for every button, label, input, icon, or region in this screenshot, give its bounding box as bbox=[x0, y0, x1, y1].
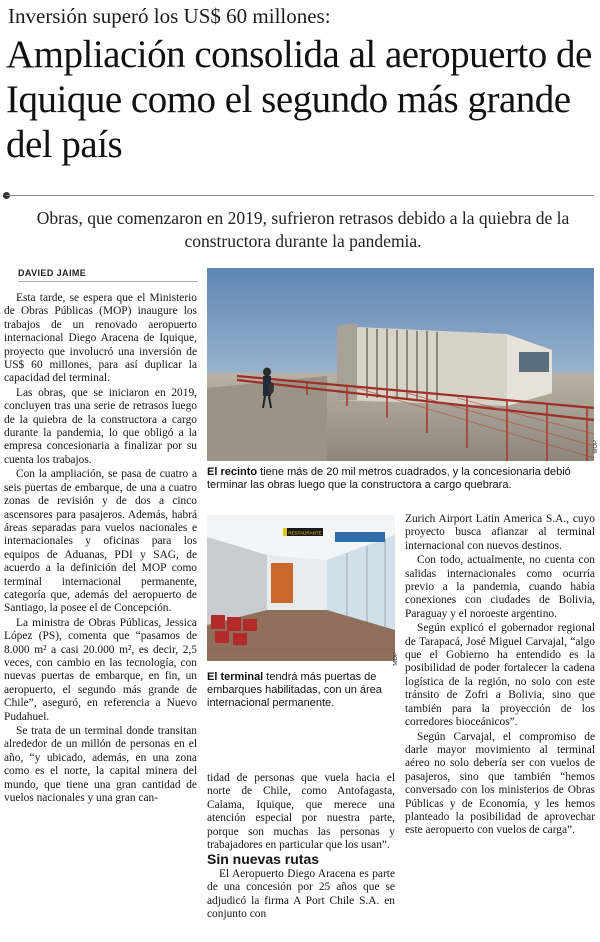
photo-caption-2 bbox=[207, 671, 395, 710]
airport-exterior-photo bbox=[207, 268, 594, 461]
photo-credit: MOP bbox=[593, 440, 599, 454]
paragraph: Esta tarde, se espera que el Ministerio de Obras Públicas (MOP) inaugure los trabajos de un renovado aeropuerto internacional Diego Aracena de Iquique, proyecto que involucró una inversión de US$ 60 millones, para así duplicar la capacidad del terminal. bbox=[4, 292, 197, 385]
airport-exterior-illustration bbox=[207, 268, 594, 461]
headline: Ampliación consolida al aeropuerto de Iquique como el segundo más grande del país bbox=[6, 33, 592, 166]
photo-credit-2: MOP bbox=[393, 652, 399, 666]
paragraph: tidad de personas que vuela hacia el norte de Chile, como Antofagasta, Calama, Iquique, que merece una atención especial por nuestra parte, porque son muchas las personas y trabajadores en particular que los usan”. bbox=[207, 772, 395, 852]
article-column-3 bbox=[405, 513, 595, 839]
byline: DAVIED JAIME bbox=[18, 268, 87, 278]
paragraph: Las obras, que se iniciaron en 2019, concluyen tras una serie de retrasos luego de la quiebra de la constructora a cargo durante la pandemia, lo que obligó a la empresa concesionaria a finalizar por su cuenta los trabajos. bbox=[4, 386, 197, 466]
paragraph: Según Carvajal, el compromiso de darle mayor movimiento al terminal aéreo no solo debería ser con vuelos de pasajeros, sino que también “hemos conversado con los ministerios de Obras Públicas y de Economía, y les hemos planteado la posibilidad de aprovechar este aeropuerto con vuelos de carga”. bbox=[405, 730, 595, 837]
byline-divider bbox=[18, 281, 198, 282]
paragraph: Se trata de un terminal donde transitan alrededor de un millón de personas en el año, “y ubicado, además, en una zona como es el norte, la capital minera del mundo, que tiene una gran cantidad de vuelos nacionales y una gran can- bbox=[4, 725, 197, 805]
kicker: Inversión superó los US$ 60 millones: bbox=[8, 4, 331, 28]
paragraph: Con todo, actualmente, no cuenta con salidas internacionales como ocurría previo a la pandemia, cuando había conexiones con ciudades de Bolivia, Paraguay y el noroeste argentino. bbox=[405, 554, 595, 620]
article-column-2 bbox=[207, 772, 395, 922]
caption-lead: El recinto bbox=[207, 466, 258, 478]
terminal-interior-illustration bbox=[207, 515, 395, 661]
terminal-interior-photo bbox=[207, 515, 395, 661]
paragraph: La ministra de Obras Públicas, Jessica López (PS), comenta que “pasamos de 8.000 m² a casi 20.000 m², es decir, 2,5 veces, con cambio en las tecnología, con nuevas puertas de embarque, en fin, un aeropuerto, el segundo más grande de Chile”, aseguró, en referencia a Nuevo Pudahuel. bbox=[4, 616, 197, 723]
caption-lead-2: El terminal bbox=[207, 671, 264, 683]
divider bbox=[6, 195, 594, 196]
article-column-1 bbox=[4, 292, 197, 806]
photo-caption bbox=[207, 466, 592, 492]
paragraph: El Aeropuerto Diego Aracena es parte de una concesión por 25 años que se adjudicó la firma A Port Chile S.A. en conjunto con bbox=[207, 867, 395, 921]
section-title: Sin nuevas rutas bbox=[207, 851, 320, 868]
subhead: Obras, que comenzaron en 2019, sufrieron retrasos debido a la quiebra de la constructora durante la pandemia. bbox=[36, 208, 570, 251]
paragraph: Con la ampliación, se pasa de cuatro a seis puertas de embarque, de una a cuatro zonas de revisión y de dos a cinco ascensores para pasajeros. Además, habrá áreas separadas para vuelos nacionales e internacionales y oficinas para los equipos de Aduanas, PDI y SAG, de acuerdo a la definición del MOP como terminal internacional permanente, categoría que, además del aeropuerto de Santiago, la posee el de Concepción. bbox=[4, 468, 197, 615]
paragraph: Según explicó el gobernador regional de Tarapacá, José Miguel Carvajal, “algo que el Gobierno ha entendido es la posibilidad de poder fortalecer la cadena logística de la región, no solo con este tránsito de Zofri a Bolivia, sino que también para la proyección de los corredores bioceánicos”. bbox=[405, 622, 595, 729]
paragraph: Zurich Airport Latin America S.A., cuyo proyecto busca afianzar al terminal internacional con nuevos destinos. bbox=[405, 513, 595, 552]
caption-text-2: tendrá más puertas de embarques habilitadas, con un área internacional permanente. bbox=[207, 671, 382, 709]
restaurant-sign: RESTAURANTE bbox=[288, 530, 322, 536]
caption-text: tiene más de 20 mil metros cuadrados, y la concesionaria debió terminar las obras luego que la constructora a cargo quebrara. bbox=[207, 466, 571, 491]
